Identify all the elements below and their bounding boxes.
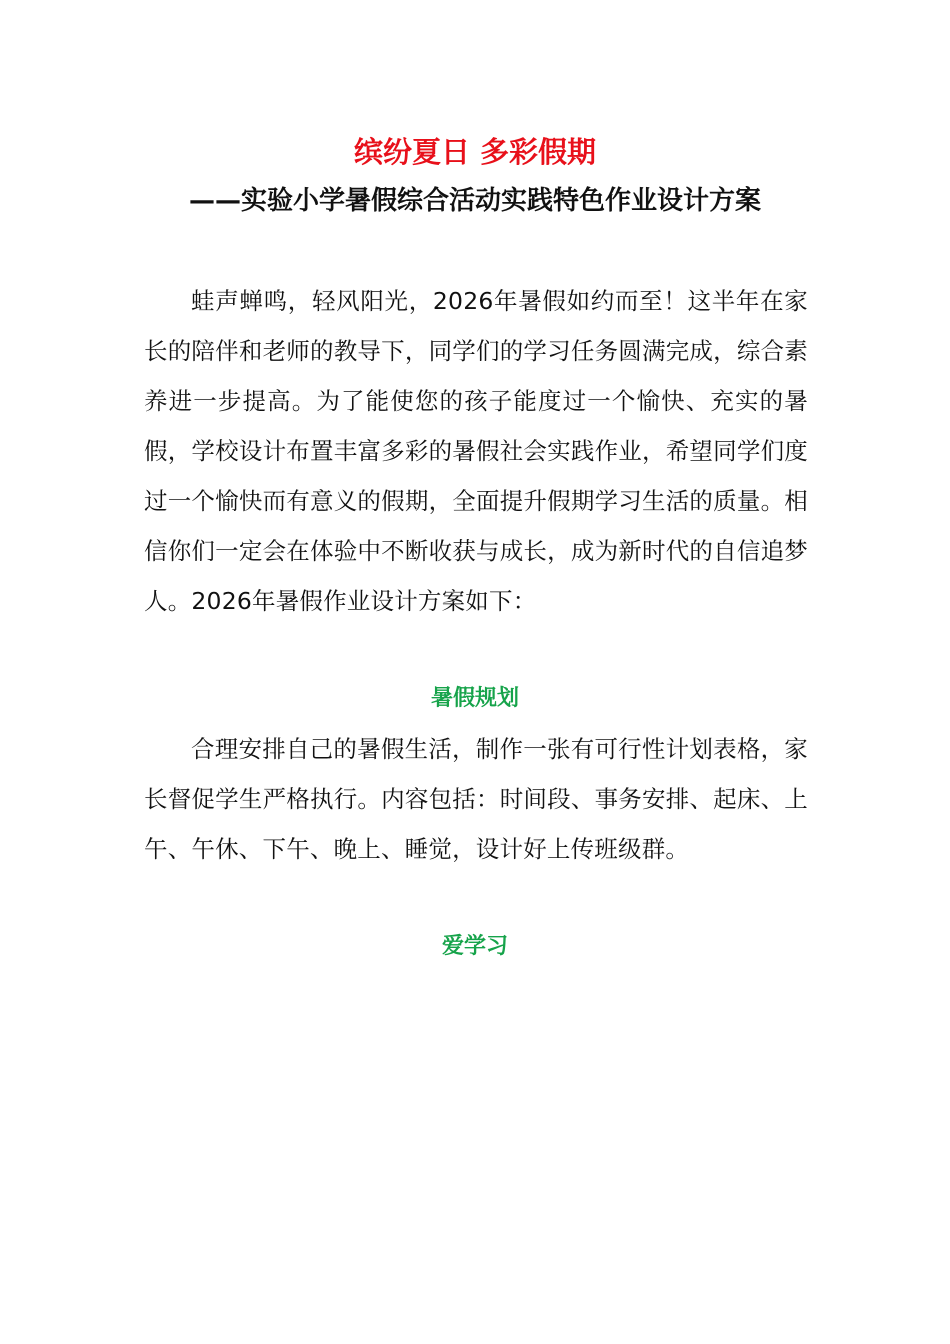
section-heading-love-study: 爱学习 [441,934,508,959]
section-paragraph-summer-plan: 合理安排自己的暑假生活，制作一张有可行性计划表格，家长督促学生严格执行。内容包括：时间段、事务安排、起床、上午、午休、下午、晚上、睡觉，设计好上传班级群。 [144,735,808,863]
document-subtitle: ——实验小学暑假综合活动实践特色作业设计方案 [188,186,761,216]
intro-paragraph: 蛙声蝉鸣，轻风阳光，2026年暑假如约而至！这半年在家长的陪伴和老师的教导下，同学们的学习任务圆满完成，综合素养进一步提高。为了能使您的孩子能度过一个愉快、充实的暑假，学校设计布置丰富多彩的暑假社会实践作业，希望同学们度过一个愉快而有意义的假期，全面提升假期学习生活的质量。相信你们一定会在体验中不断收获与成长，成为新时代的自信追梦人。2026年暑假作业设计方案如下： [144,287,808,615]
section-heading-summer-plan: 暑假规划 [430,686,519,711]
document-title: 缤纷夏日 多彩假期 [353,135,597,169]
